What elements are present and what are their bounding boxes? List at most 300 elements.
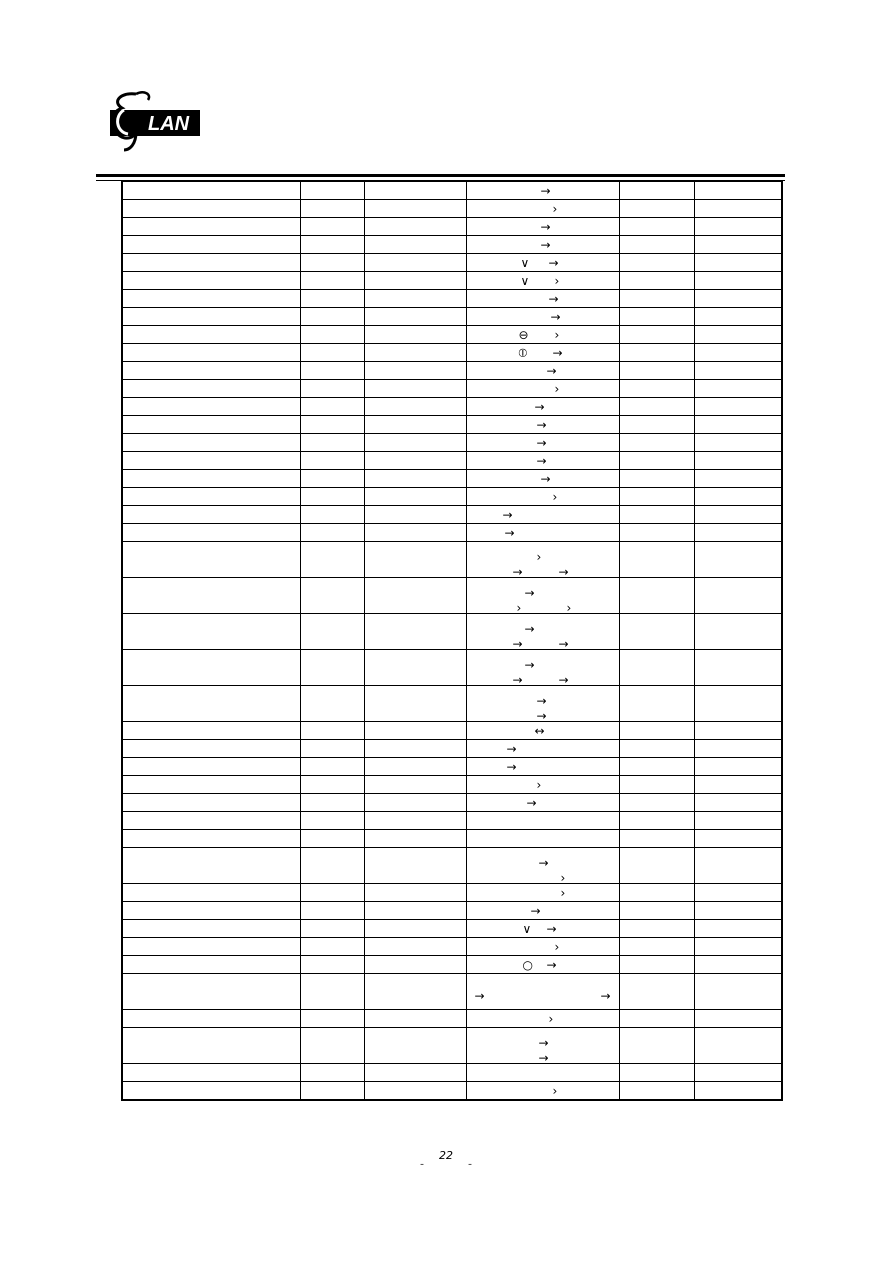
elan-logo — [106, 88, 202, 154]
table-cell — [122, 956, 300, 974]
table-cell — [619, 884, 694, 902]
table-row — [122, 290, 782, 308]
operation-cell — [466, 1028, 619, 1064]
table-cell — [694, 308, 782, 326]
table-cell — [364, 902, 466, 920]
table-cell — [122, 686, 300, 722]
operation-symbol: ⊖ — [518, 327, 529, 342]
operation-cell — [466, 956, 619, 974]
operation-cell — [466, 794, 619, 812]
table-cell — [122, 506, 300, 524]
table-cell — [619, 452, 694, 470]
operation-symbol: ∨ — [520, 273, 530, 288]
table-cell — [694, 1064, 782, 1082]
table-cell — [364, 236, 466, 254]
table-cell — [364, 488, 466, 506]
table-cell — [364, 776, 466, 794]
table-cell — [122, 1028, 300, 1064]
footer-mark-left: ˍ — [419, 1155, 425, 1166]
operation-cell — [466, 830, 619, 848]
table-cell — [300, 740, 364, 758]
operation-cell — [466, 470, 619, 488]
operation-cell — [466, 524, 619, 542]
table-cell — [619, 506, 694, 524]
table-row — [122, 218, 782, 236]
table-cell — [694, 362, 782, 380]
table-row — [122, 974, 782, 1010]
table-cell — [694, 326, 782, 344]
table-row — [122, 344, 782, 362]
table-cell — [694, 254, 782, 272]
table-cell — [694, 380, 782, 398]
operation-symbol: → — [600, 989, 611, 1003]
table-cell — [619, 362, 694, 380]
table-cell — [300, 416, 364, 434]
operation-symbol: → — [540, 471, 551, 486]
operation-cell — [466, 308, 619, 326]
operation-symbol: › — [560, 871, 566, 884]
table-cell — [619, 488, 694, 506]
table-cell — [122, 488, 300, 506]
table-cell — [364, 470, 466, 488]
table-cell — [122, 452, 300, 470]
table-cell — [300, 236, 364, 254]
table-cell — [364, 614, 466, 650]
table-cell — [122, 1010, 300, 1028]
operation-cell — [466, 974, 619, 1010]
operation-symbol: → — [524, 622, 535, 636]
table-cell — [122, 434, 300, 452]
table-row — [122, 902, 782, 920]
table-cell — [694, 884, 782, 902]
operation-symbol: → — [502, 507, 513, 522]
table-row — [122, 758, 782, 776]
table-cell — [694, 578, 782, 614]
table-cell — [694, 434, 782, 452]
table-cell — [619, 524, 694, 542]
table-cell — [364, 290, 466, 308]
table-cell — [364, 452, 466, 470]
operation-symbol: › — [554, 939, 560, 954]
table-row — [122, 1010, 782, 1028]
table-cell — [364, 794, 466, 812]
table-cell — [122, 740, 300, 758]
table-cell — [300, 524, 364, 542]
operation-symbol: → — [540, 237, 551, 252]
table-cell — [619, 902, 694, 920]
table-cell — [619, 200, 694, 218]
page-footer — [0, 1150, 892, 1168]
table-row — [122, 1082, 782, 1101]
table-cell — [300, 380, 364, 398]
table-row — [122, 524, 782, 542]
operation-symbol: › — [554, 381, 560, 396]
table-cell — [619, 434, 694, 452]
table-cell — [300, 956, 364, 974]
operation-symbol: → — [536, 694, 547, 708]
table-cell — [694, 452, 782, 470]
table-row — [122, 848, 782, 884]
table-cell — [300, 974, 364, 1010]
operation-cell — [466, 1082, 619, 1101]
table-cell — [694, 812, 782, 830]
header-rule — [96, 174, 785, 177]
table-cell — [694, 1028, 782, 1064]
operation-symbol: › — [554, 273, 560, 288]
operation-symbol: → — [506, 759, 517, 774]
table-row — [122, 794, 782, 812]
operation-cell — [466, 272, 619, 290]
operation-symbol: → — [512, 565, 523, 578]
operation-cell — [466, 884, 619, 902]
table-cell — [694, 902, 782, 920]
operation-symbol: → — [538, 1051, 549, 1064]
table-row — [122, 434, 782, 452]
table-row — [122, 236, 782, 254]
table-cell — [122, 614, 300, 650]
table-cell — [619, 920, 694, 938]
table-cell — [300, 326, 364, 344]
table-row — [122, 362, 782, 380]
table-cell — [300, 650, 364, 686]
table-cell — [364, 740, 466, 758]
table-cell — [364, 182, 466, 200]
table-cell — [364, 650, 466, 686]
operation-symbol: → — [558, 673, 569, 686]
table-cell — [300, 794, 364, 812]
table-cell — [619, 290, 694, 308]
table-row — [122, 884, 782, 902]
table-cell — [694, 182, 782, 200]
table-cell — [694, 1010, 782, 1028]
table-cell — [619, 812, 694, 830]
footer-mark-right: ˍ — [467, 1155, 473, 1166]
operation-cell — [466, 506, 619, 524]
table-row — [122, 308, 782, 326]
instruction-table-body — [122, 182, 782, 1101]
operation-cell — [466, 434, 619, 452]
table-cell — [619, 542, 694, 578]
table-cell — [364, 416, 466, 434]
table-cell — [300, 1028, 364, 1064]
table-row — [122, 920, 782, 938]
operation-symbol: → — [546, 363, 557, 378]
table-cell — [364, 200, 466, 218]
table-row — [122, 542, 782, 578]
elan-logo-mark — [106, 88, 202, 154]
table-cell — [300, 470, 364, 488]
table-cell — [122, 884, 300, 902]
table-cell — [694, 200, 782, 218]
table-cell — [300, 920, 364, 938]
table-cell — [300, 758, 364, 776]
table-row — [122, 614, 782, 650]
operation-cell — [466, 236, 619, 254]
table-cell — [364, 578, 466, 614]
table-cell — [300, 452, 364, 470]
table-cell — [694, 614, 782, 650]
table-row — [122, 938, 782, 956]
operation-cell — [466, 920, 619, 938]
operation-cell — [466, 938, 619, 956]
table-row — [122, 812, 782, 830]
table-cell — [619, 614, 694, 650]
table-cell — [694, 686, 782, 722]
table-cell — [364, 830, 466, 848]
operation-symbol: › — [536, 777, 542, 792]
table-cell — [364, 686, 466, 722]
operation-cell — [466, 1010, 619, 1028]
table-cell — [300, 182, 364, 200]
table-cell — [694, 722, 782, 740]
table-cell — [300, 938, 364, 956]
operation-symbol: → — [538, 856, 549, 870]
table-row — [122, 686, 782, 722]
operation-symbol: → — [512, 637, 523, 650]
operation-cell — [466, 722, 619, 740]
operation-cell — [466, 362, 619, 380]
operation-symbol: ⦶ — [518, 345, 528, 360]
table-cell — [619, 326, 694, 344]
operation-cell — [466, 812, 619, 830]
operation-symbol: ∨ — [520, 255, 530, 270]
table-cell — [694, 236, 782, 254]
operation-symbol: → — [524, 586, 535, 600]
operation-symbol: ↔ — [534, 723, 545, 738]
operation-cell — [466, 416, 619, 434]
table-cell — [364, 542, 466, 578]
table-cell — [364, 308, 466, 326]
table-cell — [122, 272, 300, 290]
operation-symbol: › — [536, 550, 542, 564]
table-cell — [619, 182, 694, 200]
operation-symbol: → — [526, 795, 537, 810]
operation-symbol: → — [540, 183, 551, 198]
table-cell — [364, 920, 466, 938]
table-cell — [364, 758, 466, 776]
operation-cell — [466, 578, 619, 614]
table-cell — [300, 344, 364, 362]
table-cell — [122, 902, 300, 920]
table-row — [122, 650, 782, 686]
table-cell — [122, 290, 300, 308]
table-cell — [619, 380, 694, 398]
table-cell — [300, 542, 364, 578]
table-cell — [694, 416, 782, 434]
table-cell — [364, 326, 466, 344]
table-cell — [122, 812, 300, 830]
table-cell — [619, 416, 694, 434]
table-cell — [619, 470, 694, 488]
table-cell — [300, 506, 364, 524]
table-cell — [122, 848, 300, 884]
table-cell — [300, 686, 364, 722]
table-cell — [694, 1082, 782, 1101]
table-row — [122, 578, 782, 614]
table-row — [122, 1028, 782, 1064]
table-cell — [619, 344, 694, 362]
table-cell — [122, 830, 300, 848]
table-row — [122, 470, 782, 488]
table-row — [122, 182, 782, 200]
table-cell — [619, 848, 694, 884]
table-cell — [300, 614, 364, 650]
table-cell — [694, 650, 782, 686]
table-cell — [300, 830, 364, 848]
table-cell — [619, 218, 694, 236]
operation-symbol: → — [546, 957, 557, 972]
table-cell — [122, 254, 300, 272]
table-cell — [694, 542, 782, 578]
table-cell — [122, 200, 300, 218]
table-cell — [122, 920, 300, 938]
table-cell — [619, 758, 694, 776]
operation-cell — [466, 686, 619, 722]
table-cell — [300, 1082, 364, 1101]
table-row — [122, 254, 782, 272]
table-cell — [619, 1028, 694, 1064]
table-cell — [300, 218, 364, 236]
table-cell — [122, 380, 300, 398]
table-cell — [122, 398, 300, 416]
table-cell — [122, 182, 300, 200]
table-cell — [619, 254, 694, 272]
operation-symbol: → — [558, 565, 569, 578]
table-row — [122, 488, 782, 506]
operation-symbol: → — [506, 741, 517, 756]
operation-symbol: → — [550, 309, 561, 324]
table-cell — [694, 794, 782, 812]
operation-symbol: → — [540, 219, 551, 234]
operation-symbol: → — [536, 417, 547, 432]
table-cell — [364, 812, 466, 830]
table-cell — [122, 236, 300, 254]
table-cell — [694, 344, 782, 362]
table-cell — [364, 722, 466, 740]
table-row — [122, 200, 782, 218]
table-cell — [694, 740, 782, 758]
operation-symbol: → — [530, 903, 541, 918]
table-cell — [122, 308, 300, 326]
table-cell — [300, 1064, 364, 1082]
table-cell — [619, 974, 694, 1010]
operation-symbol: › — [552, 201, 558, 216]
operation-symbol: → — [538, 1036, 549, 1050]
operation-symbol: → — [524, 658, 535, 672]
table-cell — [619, 830, 694, 848]
operation-cell — [466, 650, 619, 686]
table-cell — [619, 794, 694, 812]
table-cell — [300, 398, 364, 416]
table-cell — [364, 1082, 466, 1101]
table-cell — [694, 920, 782, 938]
table-cell — [694, 290, 782, 308]
table-cell — [619, 740, 694, 758]
operation-symbol: → — [474, 989, 485, 1003]
operation-cell — [466, 290, 619, 308]
table-cell — [364, 254, 466, 272]
table-cell — [364, 218, 466, 236]
table-row — [122, 776, 782, 794]
table-cell — [694, 506, 782, 524]
table-cell — [300, 200, 364, 218]
table-cell — [122, 776, 300, 794]
operation-cell — [466, 254, 619, 272]
table-cell — [364, 380, 466, 398]
table-cell — [300, 848, 364, 884]
table-cell — [122, 362, 300, 380]
table-cell — [300, 812, 364, 830]
table-cell — [694, 848, 782, 884]
operation-cell — [466, 488, 619, 506]
table-cell — [619, 398, 694, 416]
table-cell — [300, 254, 364, 272]
table-cell — [122, 524, 300, 542]
table-cell — [364, 956, 466, 974]
table-cell — [694, 956, 782, 974]
table-cell — [619, 938, 694, 956]
table-cell — [364, 272, 466, 290]
operation-symbol: ○ — [522, 957, 533, 972]
table-cell — [364, 938, 466, 956]
operation-cell — [466, 200, 619, 218]
table-cell — [122, 416, 300, 434]
table-cell — [122, 542, 300, 578]
table-cell — [300, 488, 364, 506]
operation-symbol: → — [534, 399, 545, 414]
table-cell — [619, 236, 694, 254]
table-cell — [364, 362, 466, 380]
table-row — [122, 326, 782, 344]
instruction-table — [121, 181, 783, 1101]
table-cell — [122, 650, 300, 686]
table-cell — [300, 884, 364, 902]
operation-symbol: → — [548, 255, 559, 270]
table-cell — [694, 218, 782, 236]
table-cell — [694, 524, 782, 542]
operation-symbol: › — [552, 1083, 558, 1098]
table-cell — [364, 848, 466, 884]
operation-cell — [466, 452, 619, 470]
table-cell — [694, 398, 782, 416]
operation-cell — [466, 1064, 619, 1082]
table-row — [122, 722, 782, 740]
table-cell — [364, 1010, 466, 1028]
operation-cell — [466, 776, 619, 794]
table-row — [122, 416, 782, 434]
table-row — [122, 956, 782, 974]
table-cell — [122, 326, 300, 344]
operation-cell — [466, 740, 619, 758]
operation-symbol: → — [558, 637, 569, 650]
table-cell — [694, 830, 782, 848]
table-cell — [300, 362, 364, 380]
table-cell — [694, 776, 782, 794]
operation-symbol: → — [548, 291, 559, 306]
operation-symbol: › — [560, 885, 566, 900]
operation-cell — [466, 902, 619, 920]
svg-text:LAN: LAN — [148, 113, 190, 135]
table-cell — [619, 956, 694, 974]
operation-cell — [466, 326, 619, 344]
table-cell — [364, 524, 466, 542]
table-cell — [694, 974, 782, 1010]
table-cell — [619, 578, 694, 614]
operation-cell — [466, 380, 619, 398]
table-cell — [364, 434, 466, 452]
table-cell — [619, 1082, 694, 1101]
page-number: 22 — [439, 1149, 453, 1162]
